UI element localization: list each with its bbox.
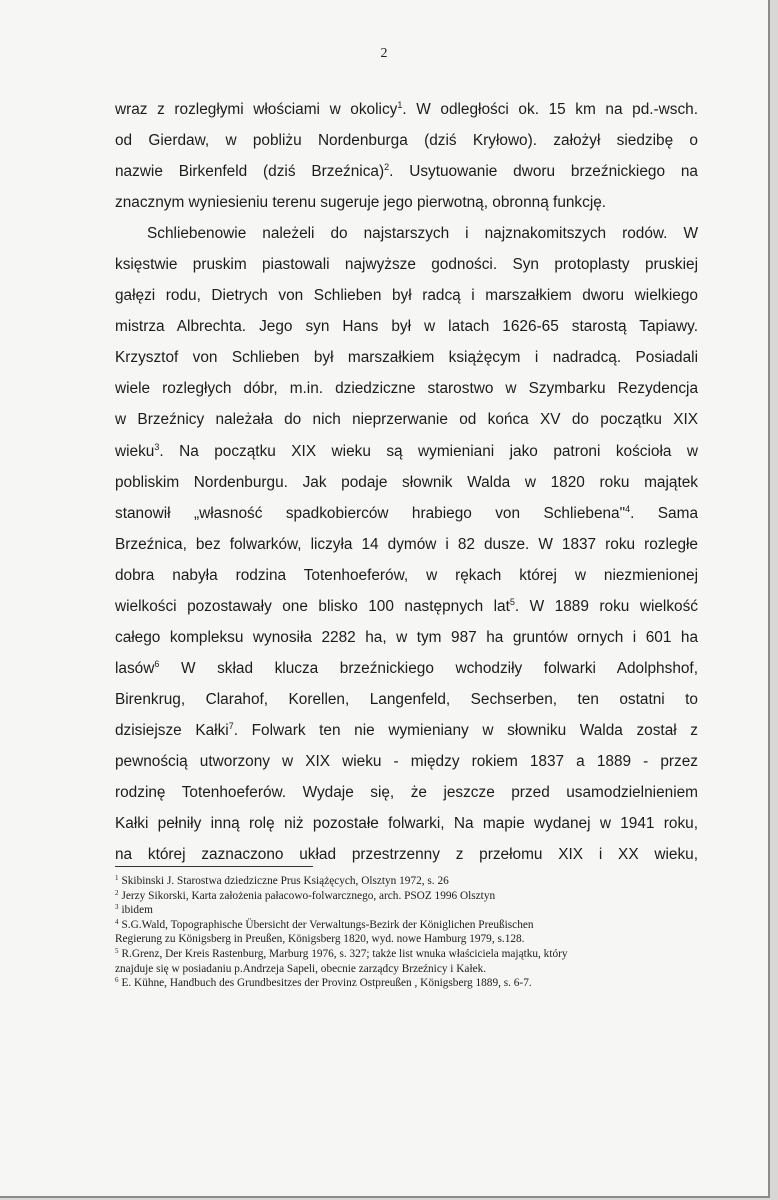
- footnote-mark: 4: [115, 917, 119, 926]
- text-line: [115, 591, 698, 622]
- text-line: [115, 125, 698, 156]
- text-segment: całego kompleksu wynosiła 2282 ha, w tym 987 ha gruntów ornych i 601 ha: [115, 628, 698, 646]
- text-line: [115, 808, 698, 839]
- text-line: [115, 715, 698, 746]
- text-segment: rodzinę Totenhoeferów. Wydaje się, że jeszcze przed usamodzielnieniem: [115, 784, 698, 802]
- text-segment: znacznym wyniesieniu terenu sugeruje jego pierwotną, obronną funkcję.: [115, 194, 607, 212]
- text-line: [115, 218, 698, 249]
- text-line: [115, 311, 698, 342]
- text-line: [115, 777, 698, 808]
- text-segment: pobliskim Nordenburgu. Jak podaje słownik Walda w 1820 roku majątek: [115, 473, 698, 491]
- text-line: [115, 529, 698, 560]
- text-segment: wiele rozległych dóbr, m.in. dziedziczne starostwo w Szymbarku Rezydencja: [115, 380, 698, 398]
- footnote-text: znajduje się w posiadaniu p.Andrzeja Sapeli, obecnie zarządcy Brzeźnicy i Kałek.: [115, 962, 487, 975]
- text-segment: . Usytuowanie dworu brzeźnickiego na: [389, 163, 698, 181]
- footnote-mark: 2: [115, 888, 119, 897]
- text-segment: pewnością utworzony w XIX wieku - między rokiem 1837 a 1889 - przez: [115, 752, 698, 770]
- text-segment: . W 1889 roku wielkość: [514, 597, 698, 615]
- text-segment: . Sama: [630, 504, 699, 522]
- footnote-mark: 6: [115, 976, 119, 985]
- text-segment: Birenkrug, Clarahof, Korellen, Langenfeld, Sechserben, ten ostatni to: [115, 690, 698, 708]
- footnote-text: Skibinski J. Starostwa dziedziczne Prus Książęcych, Olsztyn 1972, s. 26: [121, 875, 449, 887]
- text-segment: wraz z rozległymi włościami w okolicy: [115, 101, 398, 118]
- text-segment: w Brzeźnicy należała do nich nieprzerwanie od końca XV do początku XIX: [115, 411, 698, 429]
- text-line: [115, 342, 698, 373]
- text-segment: nazwie Birkenfeld (dziś Brzeźnica): [115, 163, 385, 181]
- footnote-reference[interactable]: 7: [228, 720, 234, 731]
- footnote-reference[interactable]: 1: [397, 100, 403, 110]
- text-line: [115, 467, 698, 498]
- text-segment: dobra nabyła rodzina Totenhoeferów, w rękach której w niezmienionej: [115, 566, 698, 584]
- text-segment: . W odległości ok. 15 km na pd.-wsch.: [402, 101, 698, 118]
- footnote-mark: 5: [115, 946, 119, 955]
- text-line: [115, 94, 698, 125]
- text-segment: od Gierdaw, w pobliżu Nordenburga (dziś Kryłowo). założył siedzibę o: [115, 132, 698, 150]
- text-line: [115, 436, 698, 467]
- text-line: [115, 622, 698, 653]
- text-segment: wielkości pozostawały one blisko 100 następnych lat: [115, 597, 510, 615]
- text-line: [115, 560, 698, 591]
- footnote-reference[interactable]: 4: [625, 503, 631, 514]
- text-line: [115, 156, 698, 187]
- text-segment: . Na początku XIX wieku są wymieniani jako patroni kościoła w: [159, 442, 698, 460]
- text-segment: Brzeźnica, bez folwarków, liczyła 14 dymów i 82 dusze. W 1837 roku rozległe: [115, 535, 698, 553]
- footnote-text: E. Kühne, Handbuch des Grundbesitzes der Provinz Ostpreußen , Königsberg 1889, s. 6-7.: [121, 977, 532, 990]
- text-line: [115, 280, 698, 311]
- footnote-line: [115, 889, 715, 904]
- footnote-separator: [115, 866, 313, 867]
- footnote-reference[interactable]: 3: [154, 441, 160, 452]
- text-segment: lasów: [115, 659, 155, 677]
- footnote-line: [115, 932, 715, 947]
- footnote-mark: 3: [115, 903, 119, 912]
- text-segment: Krzysztof von Schlieben był marszałkiem książęcym i nadradcą. Posiadali: [115, 349, 698, 367]
- body-text: [115, 94, 698, 870]
- text-segment: Kałki pełniły inną rolę niż pozostałe folwarki, Na mapie wydanej w 1941 roku,: [115, 815, 698, 833]
- footnote-line: [115, 947, 715, 962]
- text-segment: księstwie pruskim piastowali najwyższe godności. Syn protoplasty pruskiej: [115, 256, 698, 274]
- footnote-reference[interactable]: 6: [154, 658, 160, 669]
- text-segment: Schliebenowie należeli do najstarszych i najznakomitszych rodów. W: [147, 225, 698, 243]
- footnote-text: R.Grenz, Der Kreis Rastenburg, Marburg 1976, s. 327; także list wnuka właściciela majątku, który: [121, 947, 568, 960]
- text-line: [115, 373, 698, 404]
- text-line: [115, 404, 698, 435]
- footnote-line: [115, 918, 715, 933]
- text-line: [115, 187, 698, 218]
- text-line: [115, 746, 698, 777]
- text-segment: na której zaznaczono układ przestrzenny z przełomu XIX i XX wieku,: [115, 846, 698, 864]
- footnote-line: [115, 874, 715, 889]
- footnote-text: S.G.Wald, Topographische Übersicht der Verwaltungs-Bezirk der Königlichen Preußischen: [121, 918, 534, 931]
- text-segment: stanowił „własność spadkobierców hrabiego von Schliebena": [115, 504, 626, 522]
- text-segment: mistrza Albrechta. Jego syn Hans był w latach 1626-65 starostą Tapiawy.: [115, 318, 698, 336]
- text-line: [115, 684, 698, 715]
- footnote-mark: 1: [115, 874, 119, 882]
- footnote-line: [115, 976, 715, 991]
- footnote-reference[interactable]: 2: [384, 162, 390, 173]
- text-segment: wieku: [115, 442, 155, 460]
- page-number: 2: [380, 46, 388, 61]
- text-segment: gałęzi rodu, Dietrych von Schlieben był radcą i marszałkiem dworu wielkiego: [115, 287, 698, 305]
- footnote-reference[interactable]: 5: [509, 596, 515, 607]
- text-segment: W skład klucza brzeźnickiego wchodziły folwarki Adolphshof,: [159, 659, 698, 677]
- text-line: [115, 653, 698, 684]
- text-segment: dzisiejsze Kałki: [115, 721, 229, 739]
- text-line: [115, 249, 698, 280]
- footnote-text: Jerzy Sikorski, Karta założenia pałacowo-folwarcznego, arch. PSOZ 1996 Olsztyn: [121, 889, 496, 902]
- footnote-line: [115, 962, 715, 977]
- text-line: [115, 498, 698, 529]
- footnote-line: [115, 903, 715, 918]
- footnote-text: ibidem: [121, 904, 153, 917]
- footnote-text: Regierung zu Königsberg in Preußen, Königsberg 1820, wyd. nowe Hamburg 1979, s.128.: [115, 933, 525, 946]
- footnotes: [115, 874, 715, 991]
- text-segment: . Folwark ten nie wymieniany w słowniku Walda został z: [233, 721, 699, 739]
